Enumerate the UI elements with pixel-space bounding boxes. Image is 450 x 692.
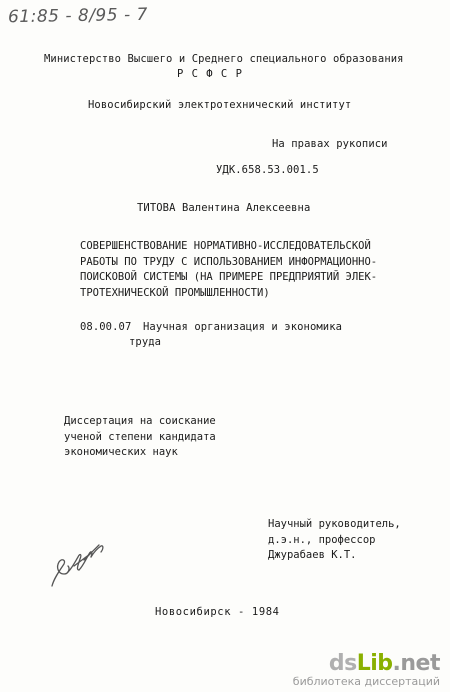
- institute-name: Новосибирский электротехнический институт: [88, 99, 352, 111]
- city-year: Новосибирск - 1984: [155, 606, 280, 618]
- title-line: СОВЕРШЕНСТВОВАНИЕ НОРМАТИВНО-ИССЛЕДОВАТЕЛЬСКОЙ: [80, 240, 371, 252]
- degree-statement: [64, 414, 216, 461]
- country-name: Р С Ф С Р: [177, 68, 243, 80]
- dissertation-title: [80, 239, 377, 301]
- supervisor-line: Научный руководитель,: [268, 518, 401, 530]
- degree-line: Диссертация на соискание: [64, 415, 216, 427]
- watermark-logo-lib: Lib: [356, 651, 393, 676]
- degree-line: экономических наук: [64, 446, 178, 458]
- handwritten-archive-code: 61:85 - 8/95 - 7: [7, 4, 149, 28]
- supervisor-line: д.э.н., профессор: [268, 533, 376, 546]
- watermark: [293, 653, 440, 688]
- specialty-name-cont: труда: [129, 336, 162, 348]
- title-line: РАБОТЫ ПО ТРУДУ С ИСПОЛЬЗОВАНИЕМ ИНФОРМАЦИОННО-: [80, 255, 378, 268]
- ministry-name: Министерство Высшего и Среднего специального образования: [44, 53, 404, 65]
- watermark-subtitle: библиотека диссертаций: [292, 675, 440, 688]
- degree-line: ученой степени кандидата: [64, 430, 216, 443]
- title-line: ПОИСКОВОЙ СИСТЕМЫ (НА ПРИМЕРЕ ПРЕДПРИЯТИЙ ЭЛЕК-: [80, 271, 378, 283]
- watermark-logo-net: .net: [392, 651, 440, 676]
- handwritten-signature: [44, 540, 112, 592]
- watermark-logo: [293, 653, 440, 675]
- supervisor-line: Джурабаев К.Т.: [268, 549, 357, 561]
- specialty-name: Научная организация и экономика: [143, 321, 343, 333]
- manuscript-rights: На правах рукописи: [272, 138, 388, 150]
- specialty-code: 08.00.07: [80, 321, 132, 333]
- watermark-logo-ds: ds: [328, 651, 357, 676]
- title-line: ТРОТЕХНИЧЕСКОЙ ПРОМЫШЛЕННОСТИ): [80, 286, 270, 299]
- author-name: ТИТОВА Валентина Алексеевна: [137, 202, 311, 214]
- udk-code: УДК.658.53.001.5: [216, 164, 319, 176]
- supervisor-block: [268, 517, 401, 564]
